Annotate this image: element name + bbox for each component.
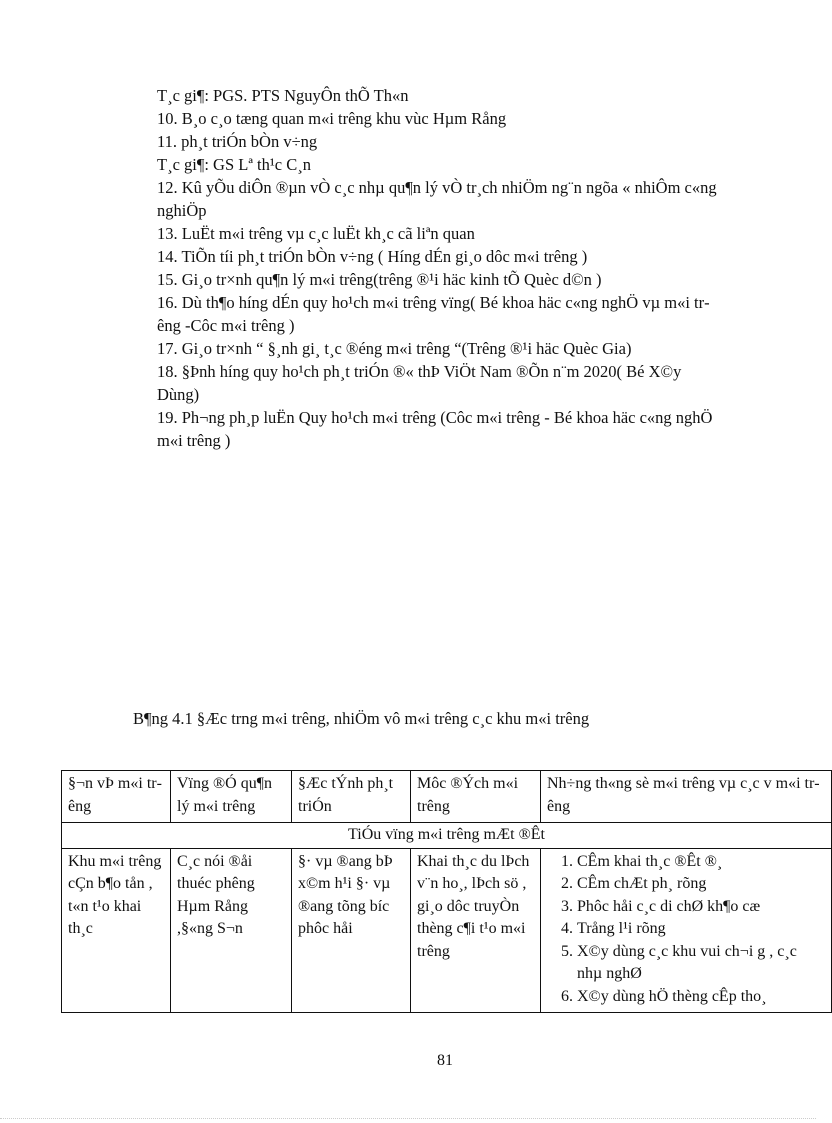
- table-header-row: [62, 771, 832, 823]
- list-item: 2. CÊm chÆt ph¸ rõng: [577, 873, 825, 896]
- header-cell: Môc ®Ých m«i trêng: [411, 771, 541, 823]
- reference-line: 12. Kû yÕu diÔn ®µn vÒ c¸c nhµ qu¶n lý vÒ tr¸ch nhiÖm ng¨n ngõa « nhiÔm c«ng nghiÖp: [157, 178, 717, 220]
- table-cell-list: [541, 848, 832, 1013]
- parameter-list: [547, 851, 825, 1009]
- reference-line: 17. Gi¸o tr×nh “ §¸nh gi¸ t¸c ®éng m«i trêng “(Trêng ®¹i häc Quèc Gia): [157, 339, 632, 358]
- table-caption: B¶ng 4.1 §Æc trng m«i trêng, nhiÖm vô m«i trêng c¸c khu m«i trêng: [133, 709, 590, 728]
- reference-line: 11. ph¸t triÓn bÒn v÷ng: [157, 132, 318, 151]
- environment-table: [61, 770, 832, 1013]
- reference-line: 10. B¸o c¸o tæng quan m«i trêng khu vùc Hµm Rång: [157, 109, 507, 128]
- reference-line: 18. §Þnh híng quy ho¹ch ph¸t triÓn ®« thÞ ViÖt Nam ®Õn n¨m 2020( Bé X©y Dùng): [157, 362, 682, 404]
- reference-line: 19. Ph¬ng ph¸p luËn Quy ho¹ch m«i trêng (Côc m«i trêng - Bé khoa häc c«ng nghÖ m«i trêng ): [157, 408, 713, 450]
- list-item: 6. X©y dùng hÖ thèng cÊp tho¸: [577, 986, 825, 1009]
- header-cell: Vïng ®Ó qu¶n lý m«i trêng: [171, 771, 292, 823]
- table-cell: C¸c nói ®åi thuéc phêng Hµm Rång ,§«ng S¬n: [171, 848, 292, 1013]
- reference-line: T¸c gi¶: GS Lª th¹c C¸n: [157, 155, 311, 174]
- page-bottom-divider: [0, 1118, 816, 1119]
- reference-line: 15. Gi¸o tr×nh qu¶n lý m«i trêng(trêng ®¹i häc kinh tÕ Quèc d©n ): [157, 270, 602, 289]
- header-cell: Nh÷ng th«ng sè m«i trêng vµ c¸c v m«i trêng: [541, 771, 832, 823]
- reference-line: T¸c gi¶: PGS. PTS NguyÔn thÕ Th«n: [157, 86, 409, 105]
- list-item: 1. CÊm khai th¸c ®Êt ®¸: [577, 851, 825, 874]
- list-item: 3. Phôc håi c¸c di chØ kh¶o cæ: [577, 896, 825, 919]
- list-item: 4. Trång l¹i rõng: [577, 918, 825, 941]
- header-cell: §¬n vÞ m«i trêng: [62, 771, 171, 823]
- table-row: [62, 848, 832, 1013]
- list-item: 5. X©y dùng c¸c khu vui ch¬i g , c¸c nhµ nghØ: [577, 941, 825, 986]
- header-cell: §Æc tÝnh ph¸t triÓn: [292, 771, 411, 823]
- subheader-cell: TiÓu vïng m«i trêng mÆt ®Êt: [62, 823, 832, 849]
- page-number: 81: [437, 1052, 453, 1069]
- table-cell: §· vµ ®ang bÞ x©m h¹i §· vµ ®ang tõng bíc phôc håi: [292, 848, 411, 1013]
- reference-line: 14. TiÕn tíi ph¸t triÓn bÒn v÷ng ( Híng dÉn gi¸o dôc m«i trêng ): [157, 247, 588, 266]
- reference-line: 13. LuËt m«i trêng vµ c¸c luËt kh¸c cã liªn quan: [157, 224, 475, 243]
- reference-list: [157, 84, 727, 452]
- table-cell: Khai th¸c du lÞch v¨n ho¸, lÞch sö , gi¸o dôc truyÒn thèng c¶i t¹o m«i trêng: [411, 848, 541, 1013]
- reference-line: 16. Dù th¶o híng dÉn quy ho¹ch m«i trêng vïng( Bé khoa häc c«ng nghÖ vµ m«i trêng -Côc m«i trêng ): [157, 293, 710, 335]
- table-subheader-row: [62, 823, 832, 849]
- table-cell: Khu m«i trêng cÇn b¶o tån , t«n t¹o khai th¸c: [62, 848, 171, 1013]
